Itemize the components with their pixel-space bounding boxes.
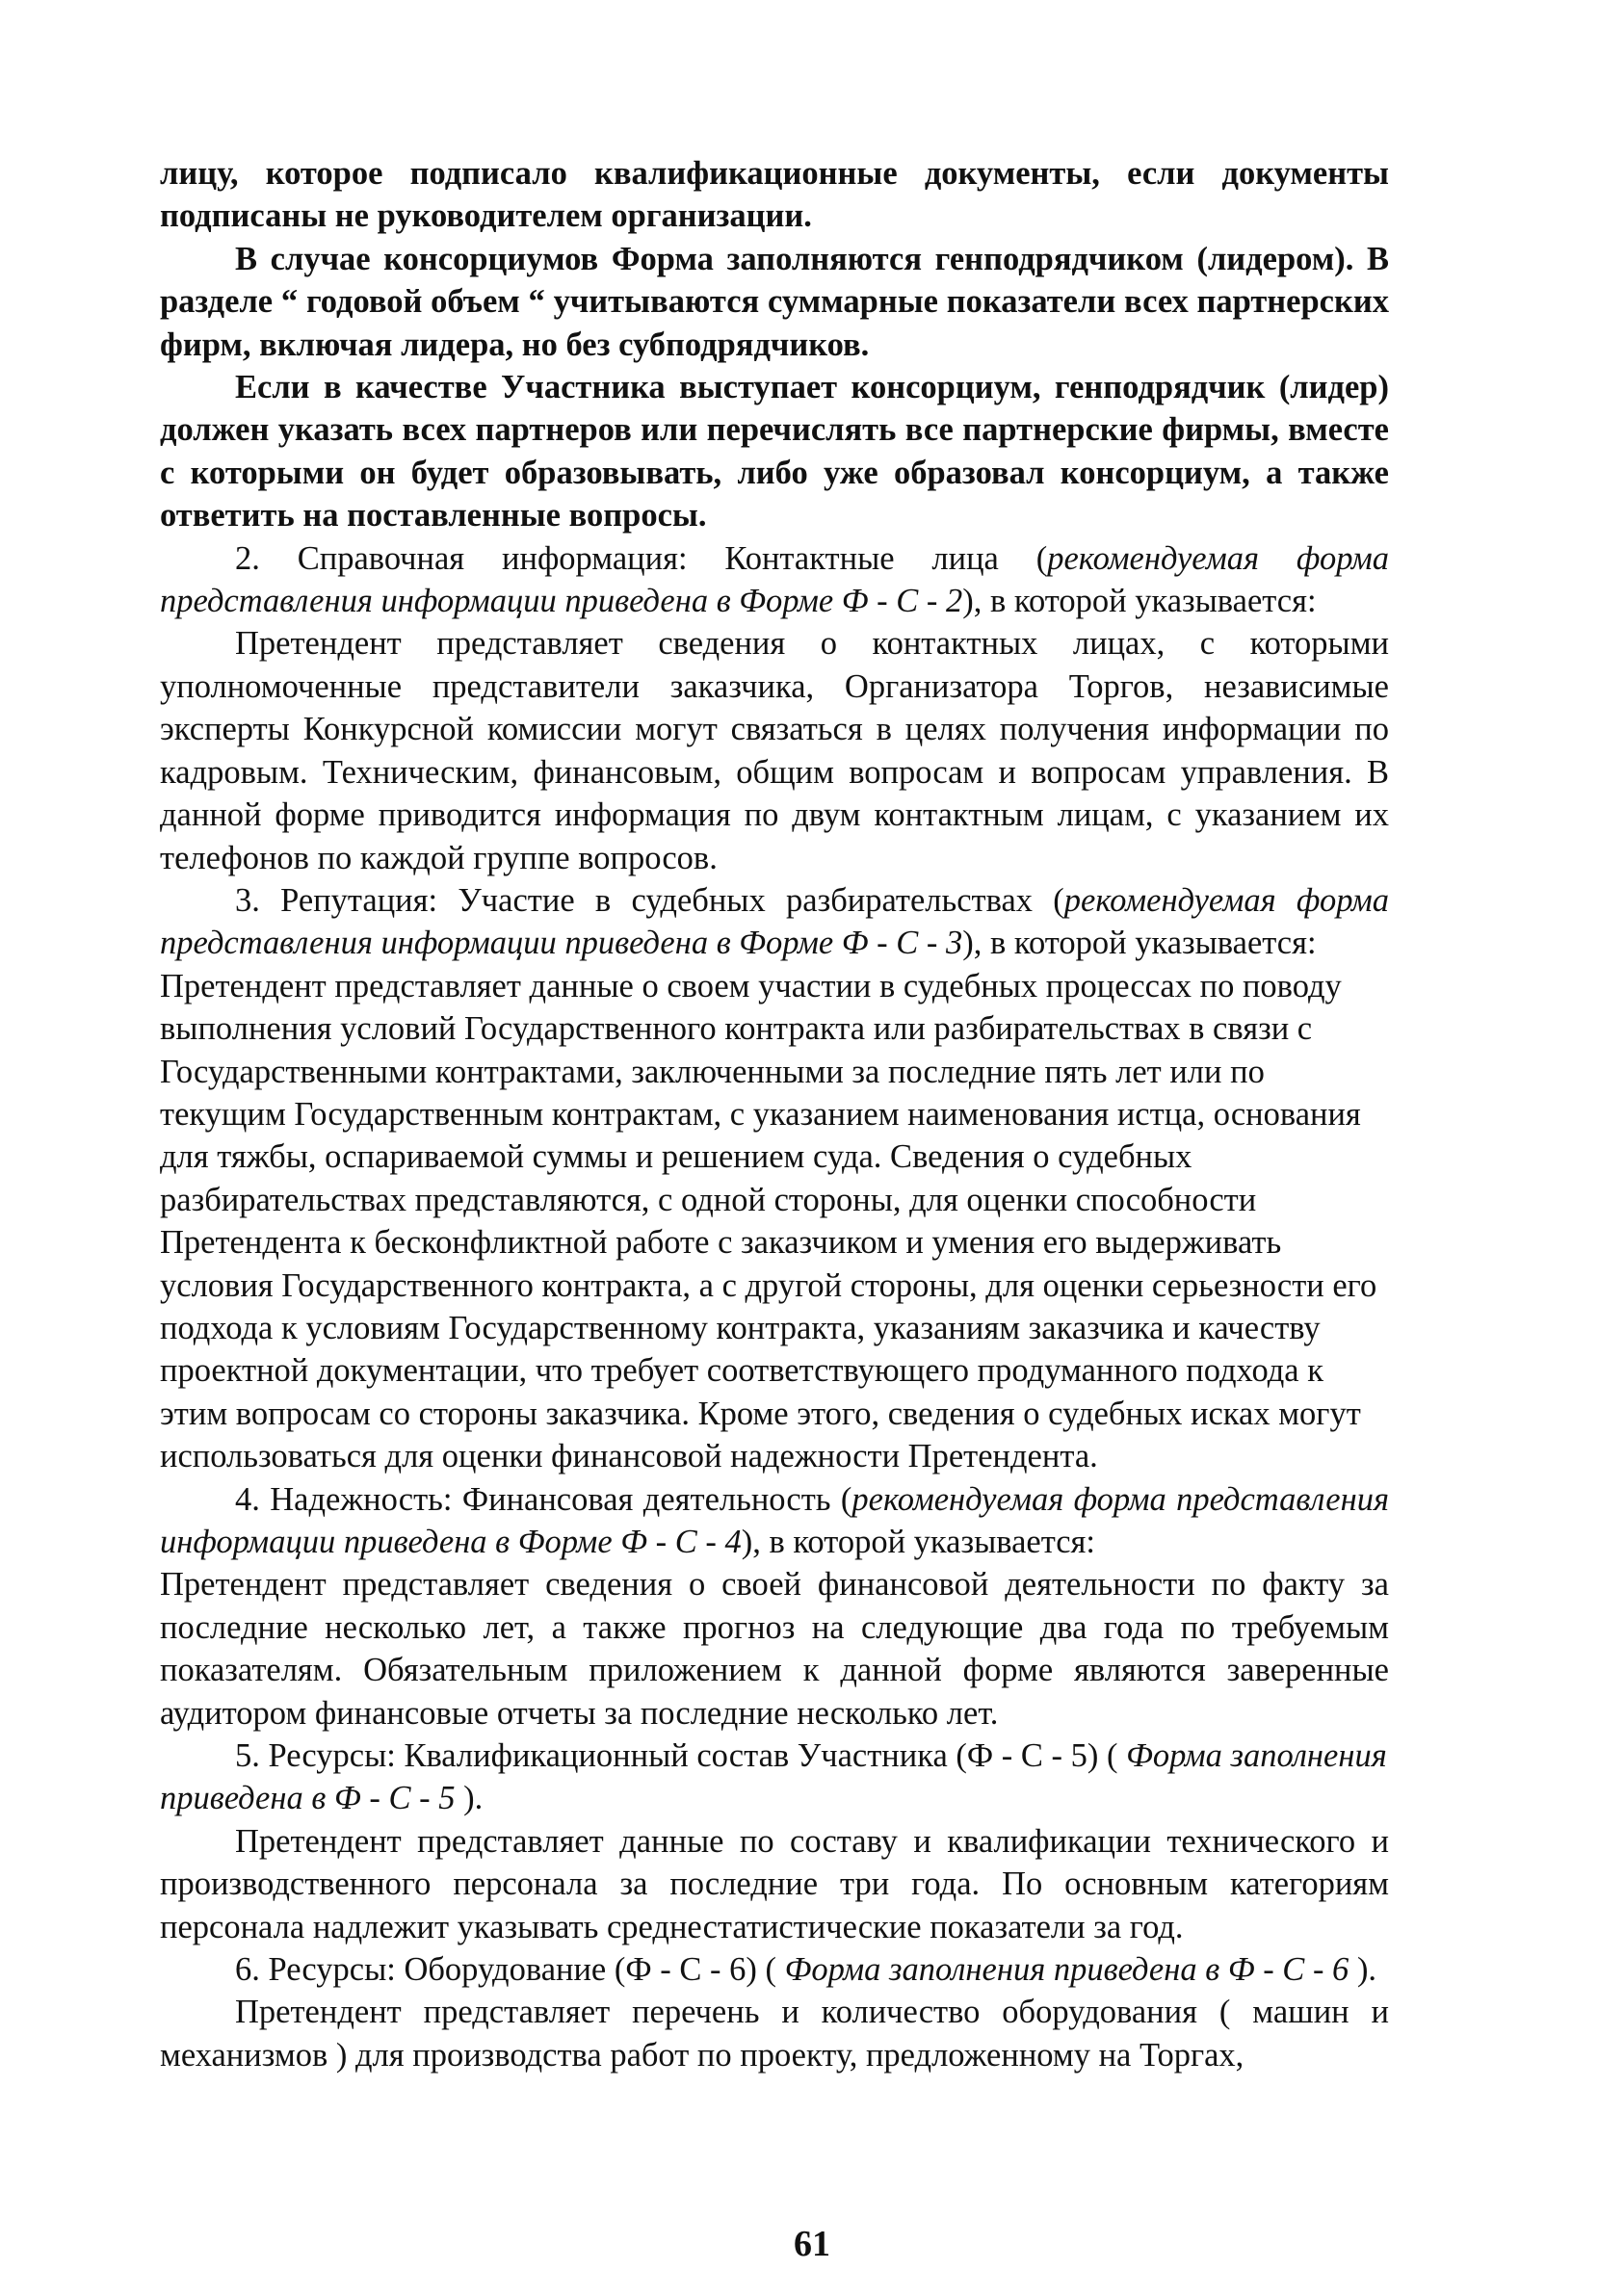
section-3-heading bbox=[160, 879, 1389, 965]
section-2-heading bbox=[160, 537, 1389, 623]
section-4-tail: ), в которой указывается: bbox=[741, 1524, 1096, 1560]
section-6-heading bbox=[160, 1948, 1389, 1991]
section-3-body: Претендент представляет данные о своем участии в судебных процессах по поводу выполнения условий Государственного контракта или разбирательствах в связи с Государственными контрактами, заключенными за последние пять лет или по текущим Государственным контрактам, с указанием наименования истца, основания для тяжбы, оспариваемой суммы и решением суда. Сведения о судебных разбирательствах представляются, с одной стороны, для оценки способности Претендента к бесконфликтной работе с заказчиком и умения его выдерживать условия Государственного контракта, а с другой стороны, для оценки серьезности его подхода к условиям Государственному контракта, указаниям заказчика и качеству проектной документации, что требует соответствующего продуманного подхода к этим вопросам со стороны заказчика. Кроме этого, сведения о судебных исках могут использоваться для оценки финансовой надежности Претендента. bbox=[160, 967, 1377, 1475]
section-2-title: 2. Справочная информация: Контактные лица ( bbox=[235, 539, 1048, 577]
section-4-form-reference: рекомендуемая форма представления информации приведена в Форме Ф - С - 4 bbox=[160, 1480, 1389, 1560]
section-5-body: Претендент представляет данные по составу и квалификации технического и производственного персонала за последние три года. По основным категориям персонала надлежит указывать среднестатистические показатели за год. bbox=[160, 1822, 1389, 1945]
section-5-form-reference: Форма заполнения приведена в Ф - С - 5 bbox=[160, 1737, 1387, 1817]
section-5-tail: ). bbox=[455, 1780, 484, 1817]
section-5-title: 5. Ресурсы: Квалификационный состав Участника (Ф - С - 5) ( bbox=[235, 1737, 1127, 1775]
section-6-body: Претендент представляет перечень и количество оборудования ( машин и механизмов ) для производства работ по проекту, предложенному на Торгах, bbox=[160, 1994, 1389, 2074]
section-6-title: 6. Ресурсы: Оборудование (Ф - С - 6) ( bbox=[235, 1951, 785, 1989]
paragraph-consortium-form: В случае консорциумов Форма заполняются генподрядчиком (лидером). В разделе “ годовой объем “ учитываются суммарные показатели всех партнерских фирм, включая лидера, но без субподрядчиков. bbox=[160, 240, 1389, 363]
section-6-tail: ). bbox=[1349, 1951, 1377, 1989]
section-5-heading bbox=[160, 1735, 1389, 1820]
section-4-body: Претендент представляет сведения о своей финансовой деятельности по факту за последние несколько лет, а также прогноз на следующие два года по требуемым показателям. Обязательным приложением к данной форме являются заверенные аудитором финансовые отчеты за последние несколько лет. bbox=[160, 1566, 1389, 1732]
section-3-form-reference: рекомендуемая форма представления информации приведена в Форме Ф - С - 3 bbox=[160, 881, 1390, 962]
section-3-title: 3. Репутация: Участие в судебных разбирательствах ( bbox=[235, 881, 1064, 919]
page-number: 61 bbox=[794, 2224, 830, 2264]
section-4-heading bbox=[160, 1478, 1389, 1564]
section-2-body: Претендент представляет сведения о контактных лицах, с которыми уполномоченные представители заказчика, Организатора Торгов, независимые эксперты Конкурсной комиссии могут связаться в целях получения информации по кадровым. Техническим, финансовым, общим вопросам и вопросам управления. В данной форме приводится информация по двум контактным лицам, с указанием их телефонов по каждой группе вопросов. bbox=[160, 625, 1389, 876]
page-body bbox=[160, 152, 1389, 2076]
section-2-tail: ), в которой указывается: bbox=[962, 583, 1317, 620]
section-3-tail: ), в которой указывается: bbox=[962, 925, 1317, 962]
paragraph-signatory: лицу, которое подписало квалификационные документы, если документы подписаны не руководителем организации. bbox=[160, 155, 1389, 235]
section-4-title: 4. Надежность: Финансовая деятельность ( bbox=[235, 1480, 852, 1518]
section-6-form-reference: Форма заполнения приведена в Ф - С - 6 bbox=[784, 1951, 1349, 1989]
section-2-form-reference: рекомендуемая форма представления информации приведена в Форме Ф - С - 2 bbox=[160, 539, 1389, 620]
paragraph-consortium-partners: Если в качестве Участника выступает консорциум, генподрядчик (лидер) должен указать всех партнеров или перечислять все партнерские фирмы, вместе с которыми он будет образовывать, либо уже образовал консорциум, а также ответить на поставленные вопросы. bbox=[160, 369, 1389, 535]
